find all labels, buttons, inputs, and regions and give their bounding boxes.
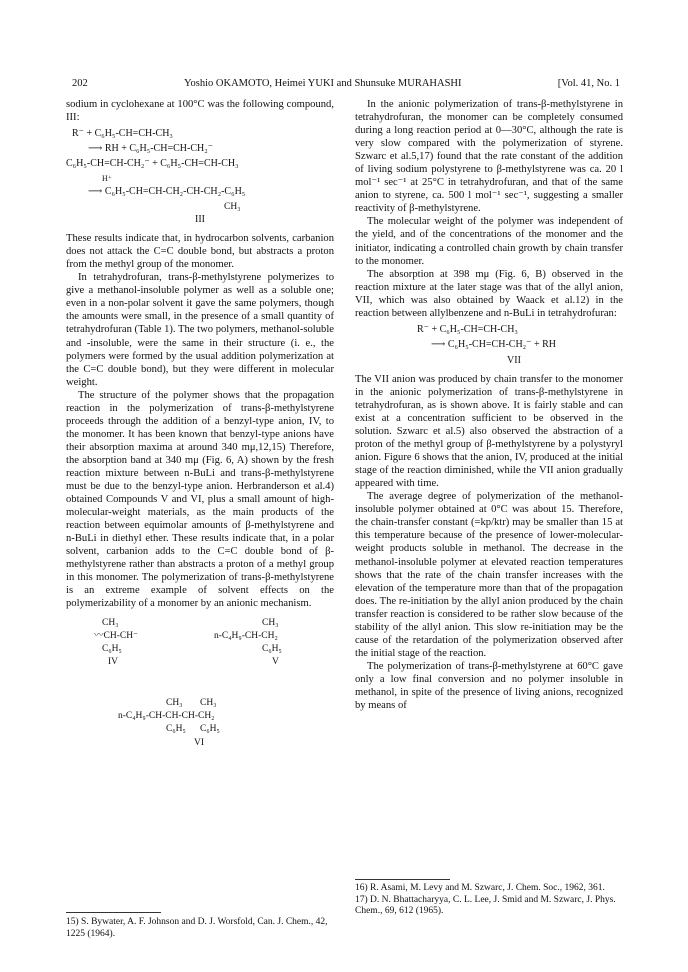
- paragraph: The average degree of polymerization of the methanol-insoluble polymer obtained at 0°C was about 15. Therefore, the chain-transfer constant (=kp/ktr) may be smaller than 15 at this temperature because of the presence of lower-molecular-weight products soluble in methanol. The decrease in the methanol-insoluble polymer at elevated reaction temperatures shows that the rate of the chain transfer increases with the elevation of the temperature more than that of the propagation does. The re-initiation by the allyl anion produced by the chain transfer reaction is considered to be rather slow because of the stability of the allyl anion. This slow re-initiation may be the cause of the retardation of the polymerization observed after the initial stage of the reaction.: [355, 491, 623, 659]
- equation-line: ⟶ C₆H₅-CH=CH-CH₂⁻ + RH: [431, 338, 556, 350]
- phenyl-group: C₆H₅: [166, 723, 186, 734]
- equation-line: ⟶ C₆H₅-CH=CH-CH₂-CH-CH₂-C₆H₅: [88, 186, 246, 198]
- paragraph: The VII anion was produced by chain transfer to the monomer in the anionic polymerization of trans-β-methylstyrene in tetrahydrofuran, as is shown above. It is fairly stable and can exist at a concentration sufficient to be observed in the solution. Szwarc et al.5) also observed the abstraction of a proton of the methyl group of β-methylstyrene by a polystyryl anion. Figure 6 shows that the anion, IV, produced at the initial stage of the reaction diminished, while the VII anion gradually appeared with time.: [355, 373, 623, 490]
- methyl-group: CH₃: [262, 617, 279, 628]
- structure-vi: [118, 697, 334, 759]
- footnotes-right: [355, 883, 623, 918]
- phenyl-group: C₆H₅: [200, 723, 220, 734]
- paragraph: These results indicate that, in hydrocarbon solvents, carbanion does not attack the C=C double bond, but abstracts a proton from the methyl group of the monomer.: [66, 233, 334, 271]
- methyl-group: CH₃: [200, 697, 217, 708]
- methyl-branch: CH₃: [224, 202, 241, 213]
- equation-line: C₆H₅-CH=CH-CH₂⁻ + C₆H₅-CH=CH-CH₃: [66, 158, 239, 170]
- structure-v: [214, 617, 324, 669]
- footnote-17: 17) D. N. Bhattacharyya, C. L. Lee, J. Smid and M. Szwarc, J. Phys. Chem., 69, 612 (1965).: [355, 894, 616, 916]
- reaction-scheme-iii: [66, 128, 334, 226]
- structures-iv-v: [66, 617, 334, 697]
- paragraph: The structure of the polymer shows that the propagation reaction in the polymerization of trans-β-methylstyrene proceeds through the addition of a benzyl-type anion, IV, to the monomer. It has been known that benzyl-type anions have their absorption maxima at around 340 mμ,12,15) Therefore, the absorption band at 340 mμ (Fig. 6, A) shown by the fresh reaction mixture between n-BuLi and trans-β-methylstyrene must be due to the benzyl-type anion. Herbranderson et al.4) obtained Compounds V and VI, plus a small amount of high-molecular-weight materials, as the main products of the reaction between equimolar amounts of β-methylstyrene and n-BuLi in diethyl ether. These results indicate that, in a polar solvent, carbanion adds to the C=C double bond of β-methylstyrene rather than abstracts a proton of a methyl group in this monomer. The polymerization of trans-β-methylstyrene is an extreme example of solvent effects on the polymerizability of a monomer by an anionic mechanism.: [66, 389, 334, 610]
- left-column: [66, 98, 334, 759]
- footnote-rule: [355, 879, 450, 880]
- equation-line: ⟶ RH + C₆H₅-CH=CH-CH₂⁻: [88, 143, 213, 155]
- right-column: [355, 98, 623, 712]
- header-authors: Yoshio OKAMOTO, Heimei YUKI and Shunsuke MURAHASHI: [184, 78, 462, 89]
- chain: n-C₄H₉-CH-CH₂: [214, 630, 278, 641]
- paragraph: The absorption at 398 mμ (Fig. 6, B) observed in the reaction mixture at the later stage was that of the allyl anion, VII, which was also obtained by Waack et al.12) in the reaction between allylbenzene and n-BuLi in tetrahydrofuran:: [355, 268, 623, 319]
- footnote-rule: [66, 912, 161, 913]
- paragraph: In the anionic polymerization of trans-β-methylstyrene in tetrahydrofuran, the monomer can be completely consumed during a long reaction period at 0—30°C, although the rate is very slow compared with the polymerization of styrene. Szwarc et al.5,17) found that the rate constant of the addition of living sodium polystyrene to β-methylstyrene was ca. 20 l mol⁻¹ sec⁻¹ at 25°C in tetrahydrofuran, and that of the same anion to styrene, ca. 500 l mol⁻¹ sec⁻¹, suggesting a smaller reactivity of β-methylstyrene.: [355, 99, 623, 215]
- phenyl-group: C₆H₅: [102, 643, 122, 654]
- phenyl-group: C₆H₅: [262, 643, 282, 654]
- chain: 〰CH-CH⁻: [94, 630, 139, 641]
- methyl-group: CH₃: [102, 617, 119, 628]
- equation-line: R⁻ + C₆H₅-CH=CH-CH₃: [72, 128, 173, 140]
- compound-label-vi: VI: [194, 737, 205, 748]
- compound-label-iv: IV: [108, 656, 119, 667]
- proton-label: H⁺: [102, 174, 112, 184]
- header-journal: [Vol. 41, No. 1: [557, 78, 620, 89]
- chain: n-C₄H₉-CH-CH-CH-CH₂: [118, 710, 215, 721]
- compound-label-v: V: [272, 656, 279, 667]
- paragraph: In tetrahydrofuran, trans-β-methylstyrene polymerizes to give a methanol-insoluble polymer as well as a soluble one; even in a non-polar solvent it gave the same polymers, though the amounts were small, in the presence of a small quantity of tetrahydrofuran (Table 1). The two polymers, methanol-soluble and -insoluble, were the same in their structure (i. e., the polymers were formed by the usual addition polymerization at the C=C double bond), but they were different in molecular weight.: [66, 272, 334, 388]
- paragraph: The polymerization of trans-β-methylstyrene at 60°C gave only a low final conversion and no polymer insoluble in methanol, in spite of the presence of living anions, recognized by means of: [355, 660, 623, 712]
- paragraph: sodium in cyclohexane at 100°C was the following compound, III:: [66, 99, 334, 124]
- compound-label-iii: III: [195, 214, 205, 226]
- page-number: 202: [72, 78, 88, 89]
- compound-label-vii: VII: [507, 354, 521, 366]
- equation-line: R⁻ + C₆H₅-CH=CH-CH₃: [417, 323, 518, 335]
- running-header: [72, 78, 620, 89]
- structure-iv: [94, 617, 164, 669]
- footnote-15: 15) S. Bywater, A. F. Johnson and D. J. Worsfold, Can. J. Chem., 42, 1225 (1964).: [66, 917, 328, 939]
- methyl-group: CH₃: [166, 697, 183, 708]
- paragraph: The molecular weight of the polymer was independent of the yield, and of the concentrations of the monomer and the initiator, indicating a controlled chain growth by chain transfer to the monomer.: [355, 216, 623, 267]
- reaction-scheme-vii: [355, 324, 623, 367]
- footnote-16: 16) R. Asami, M. Levy and M. Szwarc, J. Chem. Soc., 1962, 361.: [355, 883, 605, 893]
